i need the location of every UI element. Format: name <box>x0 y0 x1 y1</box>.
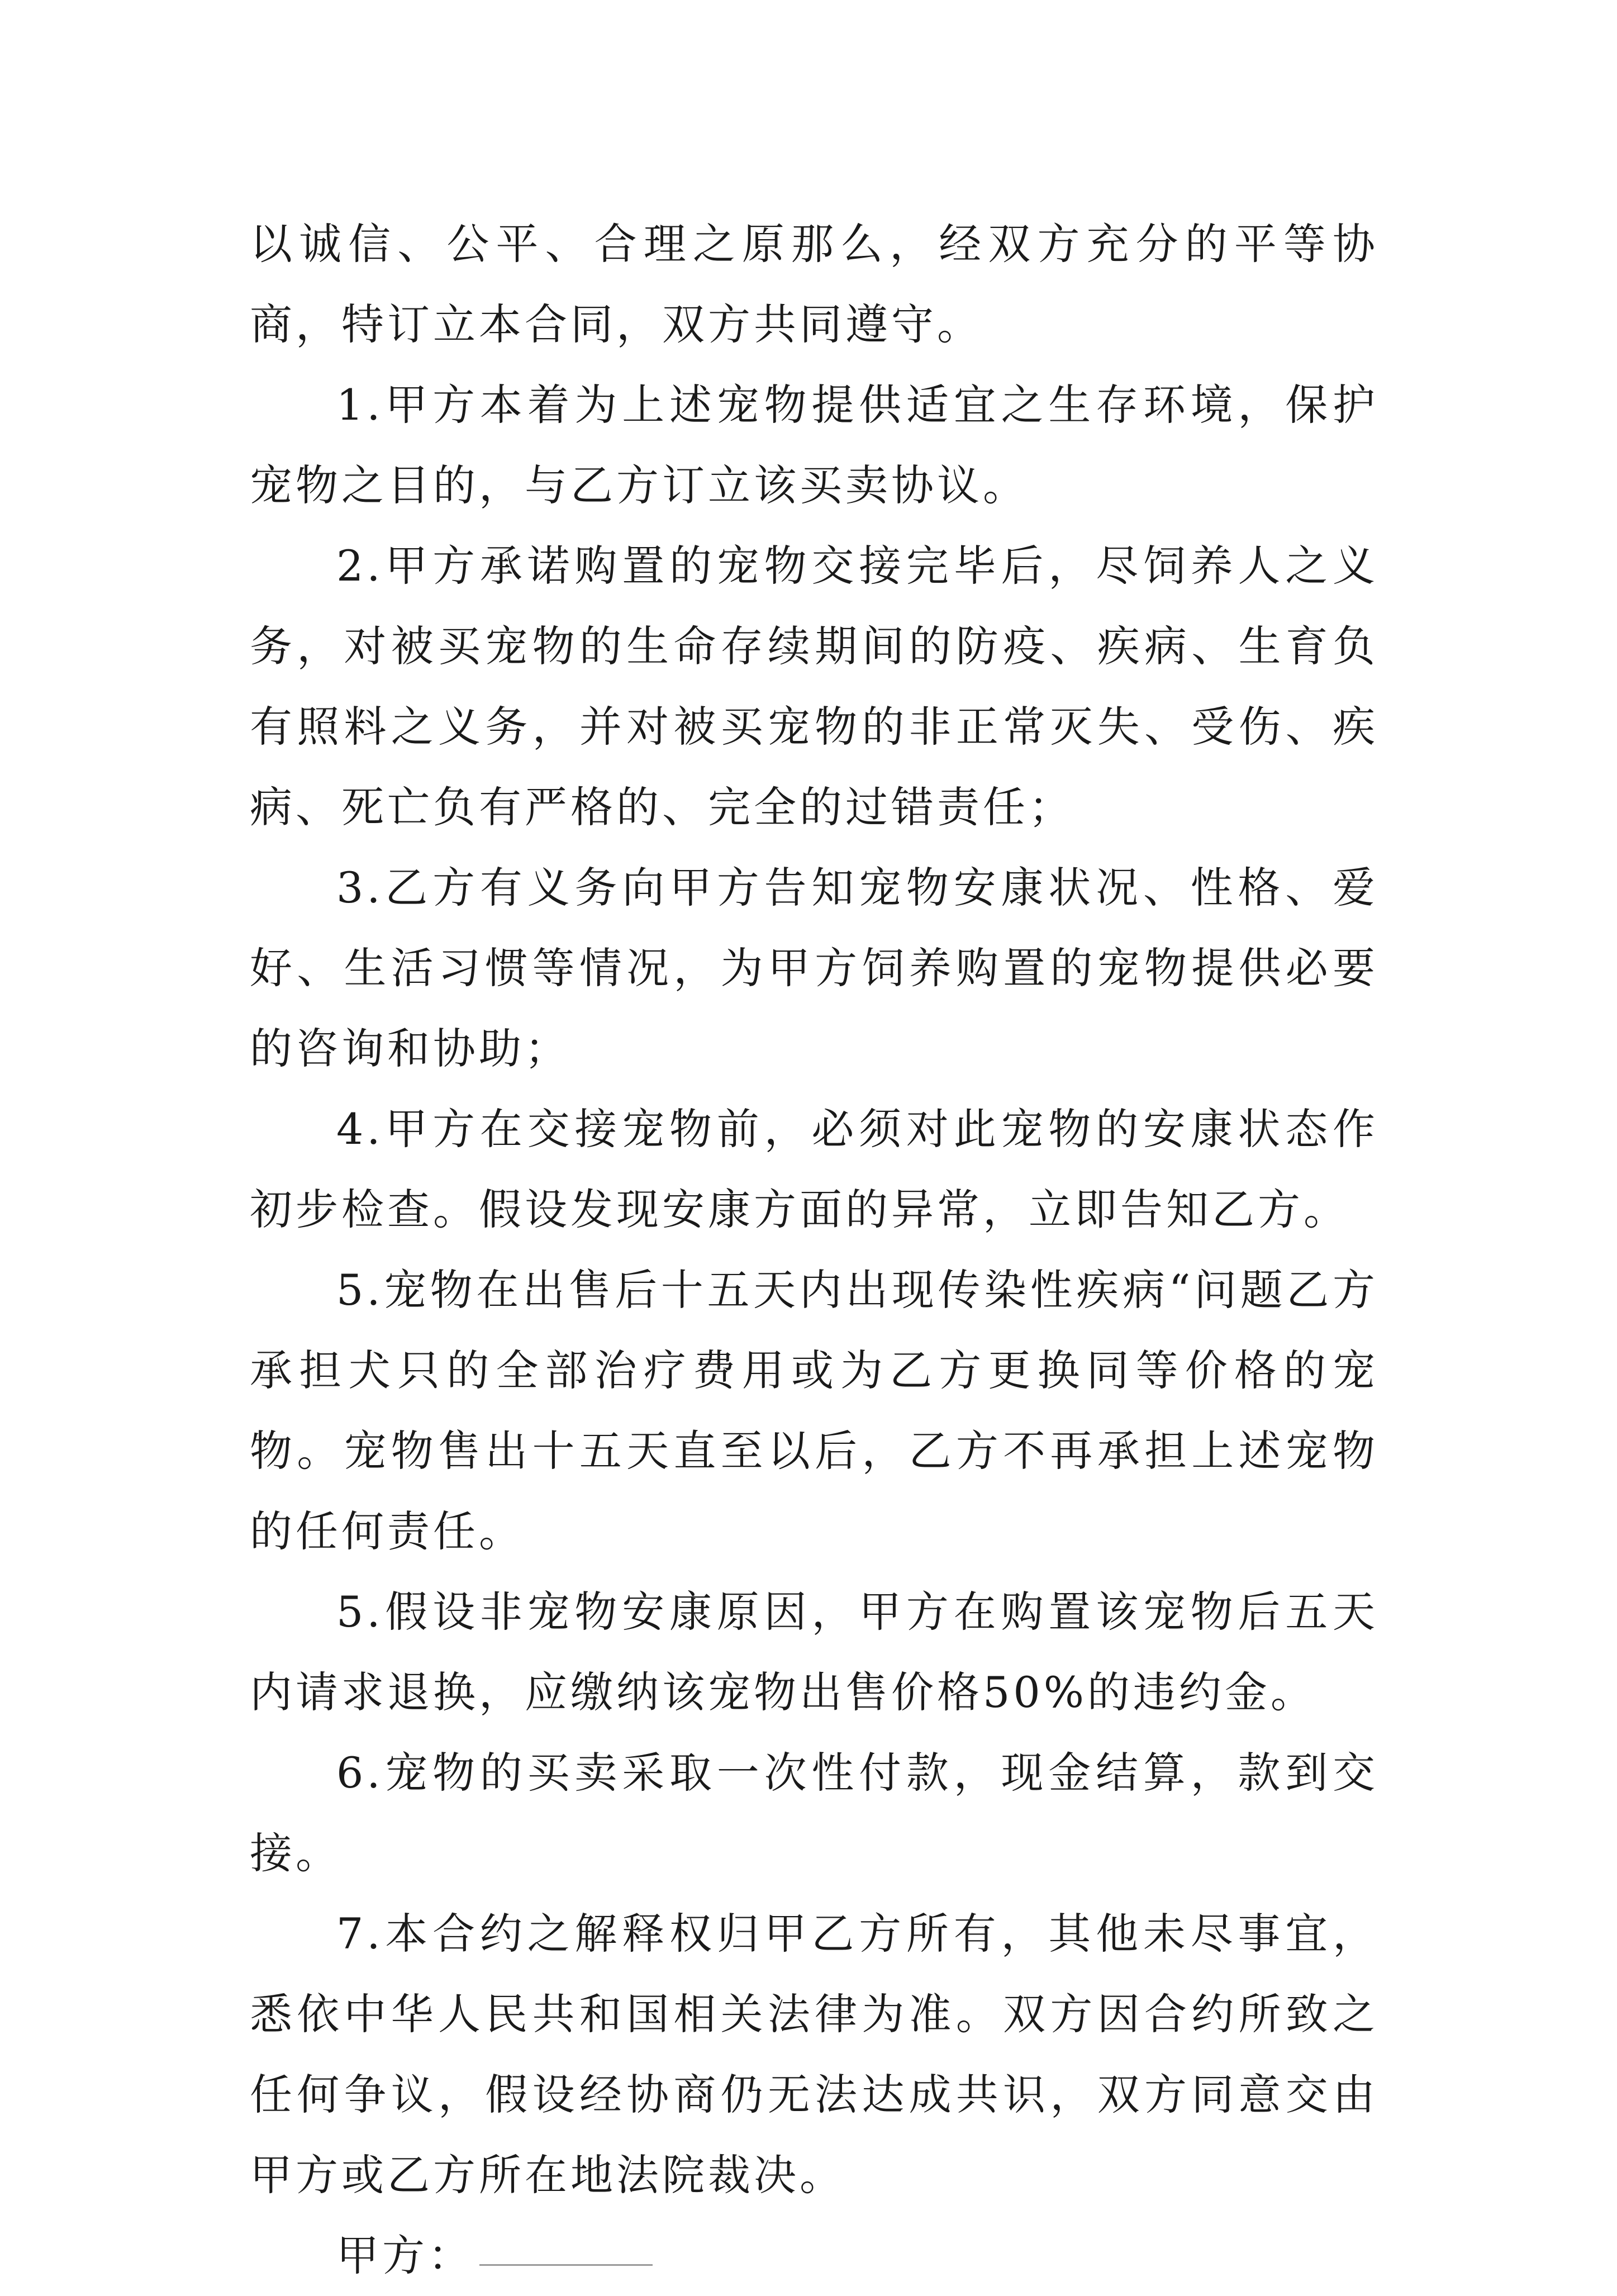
clause-6: 6.宠物的买卖采取一次性付款，现金结算，款到交接。 <box>250 1748 1378 1878</box>
clause-2: 2.甲方承诺购置的宠物交接完毕后，尽饲养人之义务，对被买宠物的生命存续期间的防疫、疾病、生育负有照料之义务，并对被买宠物的非正常灭失、受伤、疾病、死亡负有严格的、完全的过错责任； <box>250 541 1378 832</box>
paragraph-preamble-continuation: 以诚信、公平、合理之原那么，经双方充分的平等协商，特订立本合同，双方共同遵守。 <box>250 219 1378 349</box>
clause-5a: 5.宠物在出售后十五天内出现传染性疾病“问题乙方承担犬只的全部治疗费用或为乙方更换同等价格的宠物。宠物售出十五天直至以后，乙方不再承担上述宠物的任何责任。 <box>250 1265 1378 1556</box>
signature-label: 甲方： <box>336 2231 474 2280</box>
signature-party-a <box>250 2216 1378 2296</box>
document-body <box>250 204 1378 2296</box>
clause-4: 4.甲方在交接宠物前，必须对此宠物的安康状态作初步检查。假设发现安康方面的异常，立即告知乙方。 <box>250 1104 1378 1234</box>
clause-3: 3.乙方有义务向甲方告知宠物安康状况、性格、爱好、生活习惯等情况，为甲方饲养购置的宠物提供必要的咨询和协助； <box>250 863 1378 1073</box>
clause-7: 7.本合约之解释权归甲乙方所有，其他未尽事宜，悉依中华人民共和国相关法律为准。双方因合约所致之任何争议，假设经协商仍无法达成共识，双方同意交由甲方或乙方所在地法院裁决。 <box>250 1909 1378 2200</box>
clause-1: 1.甲方本着为上述宠物提供适宜之生存环境，保护宠物之目的，与乙方订立该买卖协议。 <box>250 380 1378 510</box>
clause-5b: 5.假设非宠物安康原因，甲方在购置该宠物后五天内请求退换，应缴纳该宠物出售价格50%的违约金。 <box>250 1587 1378 1717</box>
signature-blank-line <box>479 2264 653 2266</box>
